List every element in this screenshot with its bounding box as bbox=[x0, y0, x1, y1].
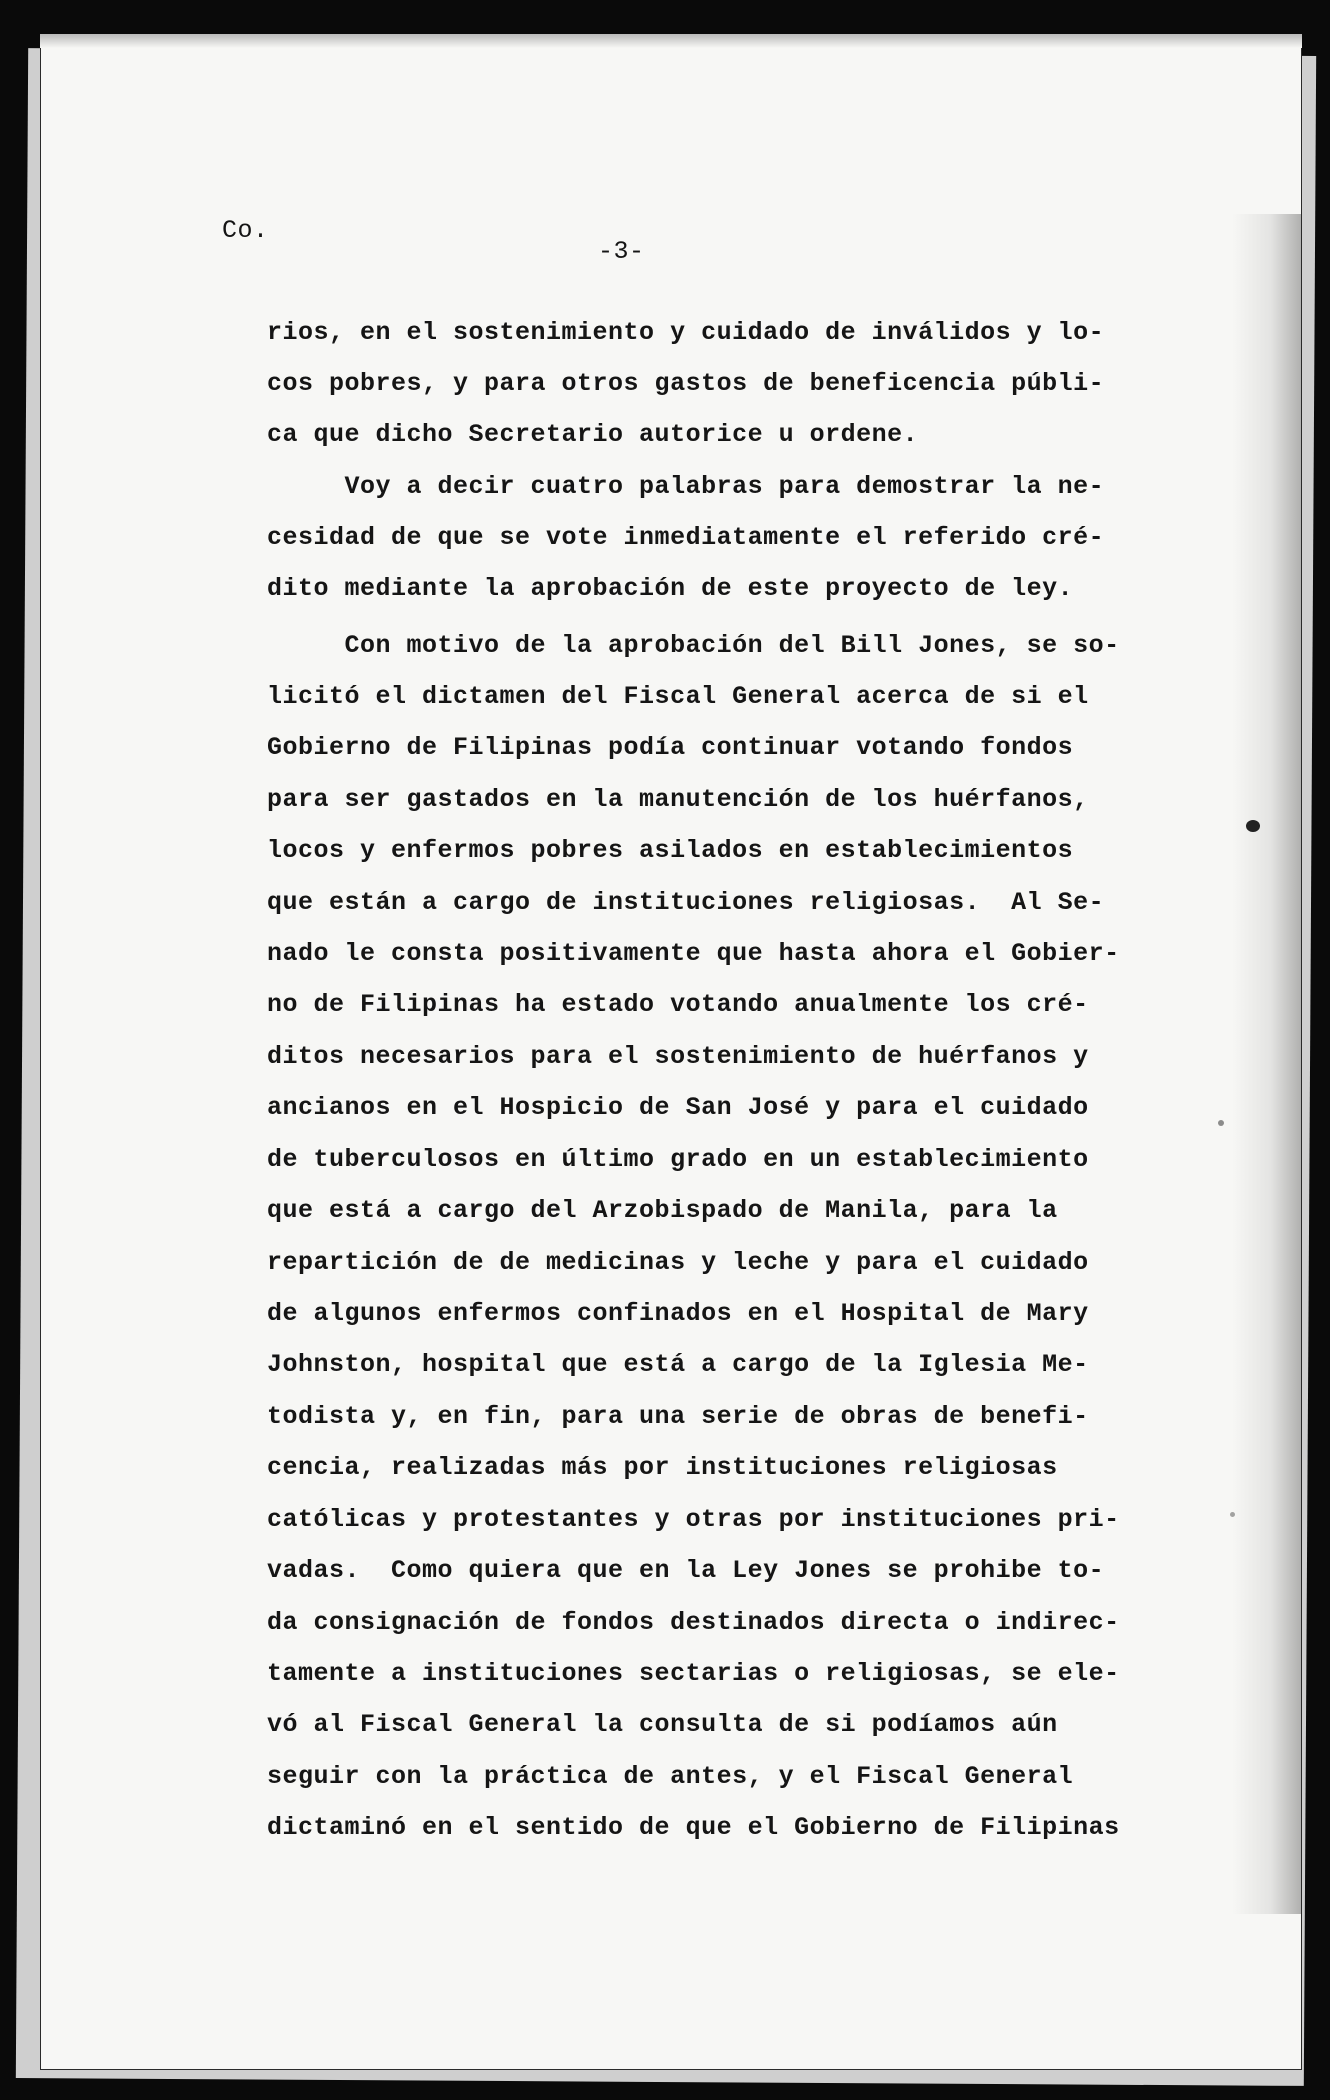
text-line: ancianos en el Hospicio de San José y para el cuidado bbox=[267, 1093, 1089, 1122]
text-line: nado le consta positivamente que hasta ahora el Gobier- bbox=[267, 939, 1120, 968]
text-line: Voy a decir cuatro palabras para demostrar la ne- bbox=[267, 472, 1105, 501]
folio-mark: Co. bbox=[222, 216, 269, 245]
text-line: seguir con la práctica de antes, y el Fiscal General bbox=[267, 1762, 1074, 1791]
text-line: de tuberculosos en último grado en un establecimiento bbox=[267, 1145, 1089, 1174]
page-number: -3- bbox=[598, 237, 645, 266]
body-text bbox=[267, 318, 1307, 1878]
text-line: Johnston, hospital que está a cargo de la Iglesia Me- bbox=[267, 1350, 1089, 1379]
text-line: para ser gastados en la manutención de los huérfanos, bbox=[267, 785, 1089, 814]
text-line: licitó el dictamen del Fiscal General acerca de si el bbox=[267, 682, 1089, 711]
text-line: locos y enfermos pobres asilados en establecimientos bbox=[267, 836, 1074, 865]
text-line: todista y, en fin, para una serie de obras de benefi- bbox=[267, 1402, 1089, 1431]
text-line: repartición de de medicinas y leche y para el cuidado bbox=[267, 1248, 1089, 1277]
text-line: cos pobres, y para otros gastos de beneficencia públi- bbox=[267, 369, 1105, 398]
text-line: no de Filipinas ha estado votando anualmente los cré- bbox=[267, 990, 1089, 1019]
text-line: vadas. Como quiera que en la Ley Jones se prohibe to- bbox=[267, 1556, 1105, 1585]
text-line: que está a cargo del Arzobispado de Manila, para la bbox=[267, 1196, 1058, 1225]
text-line: de algunos enfermos confinados en el Hospital de Mary bbox=[267, 1299, 1089, 1328]
text-line: tamente a instituciones sectarias o religiosas, se ele- bbox=[267, 1659, 1120, 1688]
text-line: Gobierno de Filipinas podía continuar votando fondos bbox=[267, 733, 1074, 762]
text-line: que están a cargo de instituciones religiosas. Al Se- bbox=[267, 888, 1105, 917]
text-line: dictaminó en el sentido de que el Gobierno de Filipinas bbox=[267, 1813, 1120, 1842]
text-line: dito mediante la aprobación de este proyecto de ley. bbox=[267, 574, 1074, 603]
text-line: cesidad de que se vote inmediatamente el referido cré- bbox=[267, 523, 1105, 552]
text-line: ca que dicho Secretario autorice u ordene. bbox=[267, 420, 919, 449]
text-line: cencia, realizadas más por instituciones religiosas bbox=[267, 1453, 1058, 1482]
text-line: vó al Fiscal General la consulta de si podíamos aún bbox=[267, 1710, 1058, 1739]
text-line: da consignación de fondos destinados directa o indirec- bbox=[267, 1608, 1120, 1637]
text-line: Con motivo de la aprobación del Bill Jones, se so- bbox=[267, 631, 1120, 660]
text-line: ditos necesarios para el sostenimiento de huérfanos y bbox=[267, 1042, 1089, 1071]
text-line: rios, en el sostenimiento y cuidado de inválidos y lo- bbox=[267, 318, 1105, 347]
text-line: católicas y protestantes y otras por instituciones pri- bbox=[267, 1505, 1120, 1534]
